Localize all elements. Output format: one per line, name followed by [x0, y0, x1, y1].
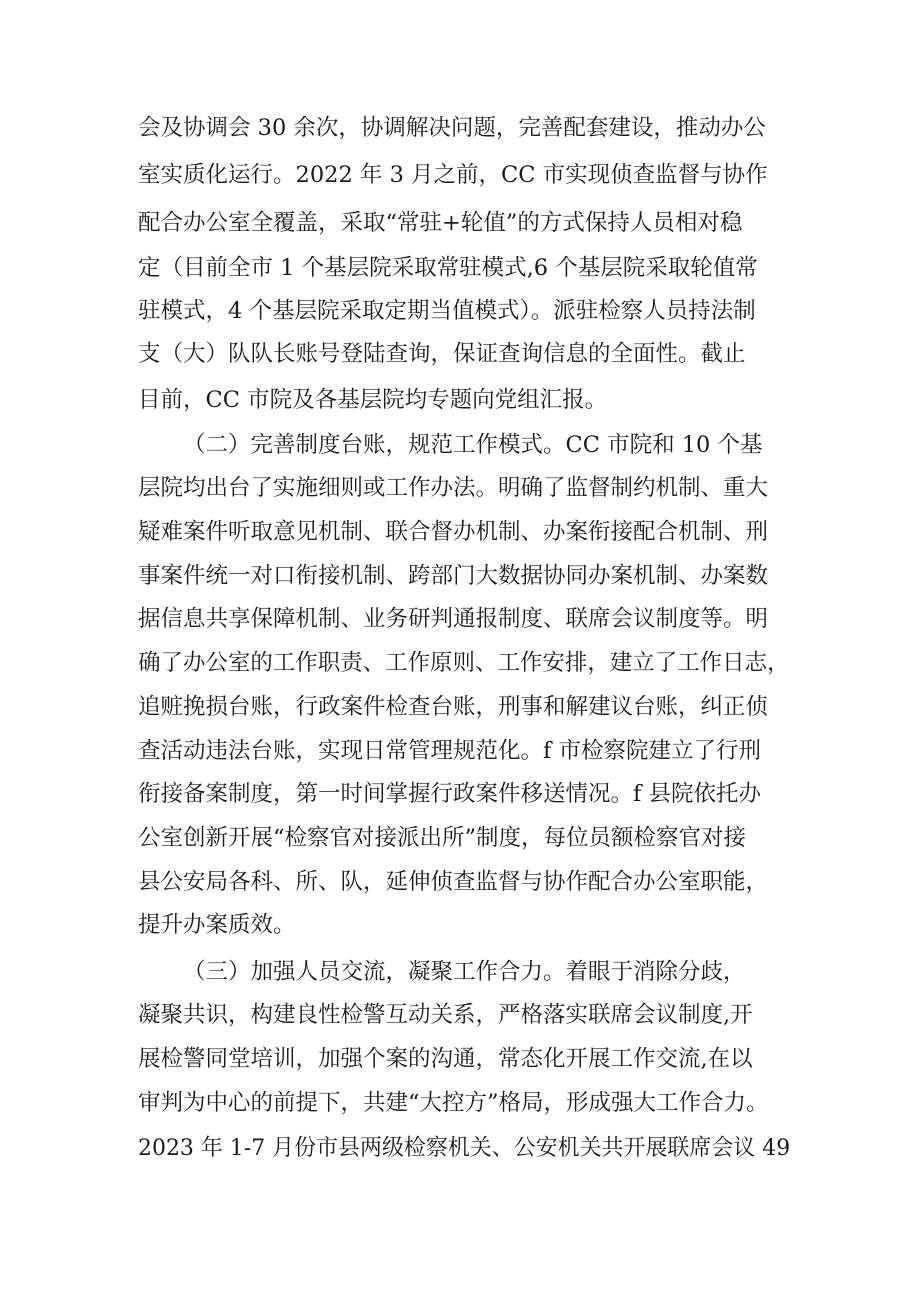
paragraph-line: 追赃挽损台账，行政案件检查台账，刑事和解建议台账，纠正侦 — [138, 694, 769, 720]
paragraph-line: 确了办公室的工作职责、工作原则、工作安排，建立了工作日志， — [138, 650, 790, 676]
paragraph-line: 县公安局各科、所、队，延伸侦查监督与协作配合办公室职能， — [138, 869, 769, 895]
paragraph-line: 目前，CC 市院及各基层院均专题向党组汇报。 — [138, 387, 608, 413]
paragraph-line: 公室创新开展“检察官对接派出所”制度，每位员额检察官对接 — [138, 825, 747, 851]
paragraph-line: 驻模式，4 个基层院采取定期当值模式）。派驻检察人员持法制 — [138, 298, 756, 324]
paragraph-line: 定（目前全市 1 个基层院采取常驻模式,6 个基层院采取轮值常 — [138, 255, 758, 281]
paragraph-line: 事案件统一对口衔接机制、跨部门大数据协同办案机制、办案数 — [138, 563, 769, 589]
paragraph-line: 配合办公室全覆盖，采取“常驻+轮值”的方式保持人员相对稳 — [138, 210, 743, 236]
paragraph-line: 会及协调会 30 余次，协调解决问题，完善配套建设，推动办公 — [138, 115, 766, 141]
paragraph-line: 衔接备案制度，第一时间掌握行政案件移送情况。f 县院依托办 — [138, 781, 761, 807]
paragraph-line: 审判为中心的前提下，共建“大控方”格局，形成强大工作合力。 — [138, 1090, 769, 1116]
paragraph-line: 提升办案质效。 — [138, 912, 296, 938]
paragraph-line: 支（大）队队长账号登陆查询，保证查询信息的全面性。截止 — [138, 341, 746, 367]
paragraph-line: 室实质化运行。2022 年 3 月之前，CC 市实现侦查监督与协作 — [138, 162, 768, 188]
paragraph-line: 疑难案件听取意见机制、联合督办机制、办案衔接配合机制、刑 — [138, 519, 769, 545]
paragraph-line: 凝聚共识，构建良性检警互动关系，严格落实联席会议制度,开 — [138, 1002, 753, 1028]
paragraph-line: 层院均出台了实施细则或工作办法。明确了监督制约机制、重大 — [138, 475, 769, 501]
paragraph-line: 2023 年 1-7 月份市县两级检察机关、公安机关共开展联席会议 49 — [138, 1135, 791, 1161]
paragraph-line: 展检警同堂培训，加强个案的沟通，常态化开展工作交流,在以 — [138, 1046, 753, 1072]
paragraph-line: 查活动违法台账，实现日常管理规范化。f 市检察院建立了行刑 — [138, 738, 761, 764]
section-heading-line: （二）完善制度台账，规范工作模式。CC 市院和 10 个基 — [183, 432, 763, 458]
paragraph-line: 据信息共享保障机制、业务研判通报制度、联席会议制度等。明 — [138, 606, 769, 632]
section-heading-line: （三）加强人员交流，凝聚工作合力。着眼于消除分歧， — [183, 959, 746, 985]
